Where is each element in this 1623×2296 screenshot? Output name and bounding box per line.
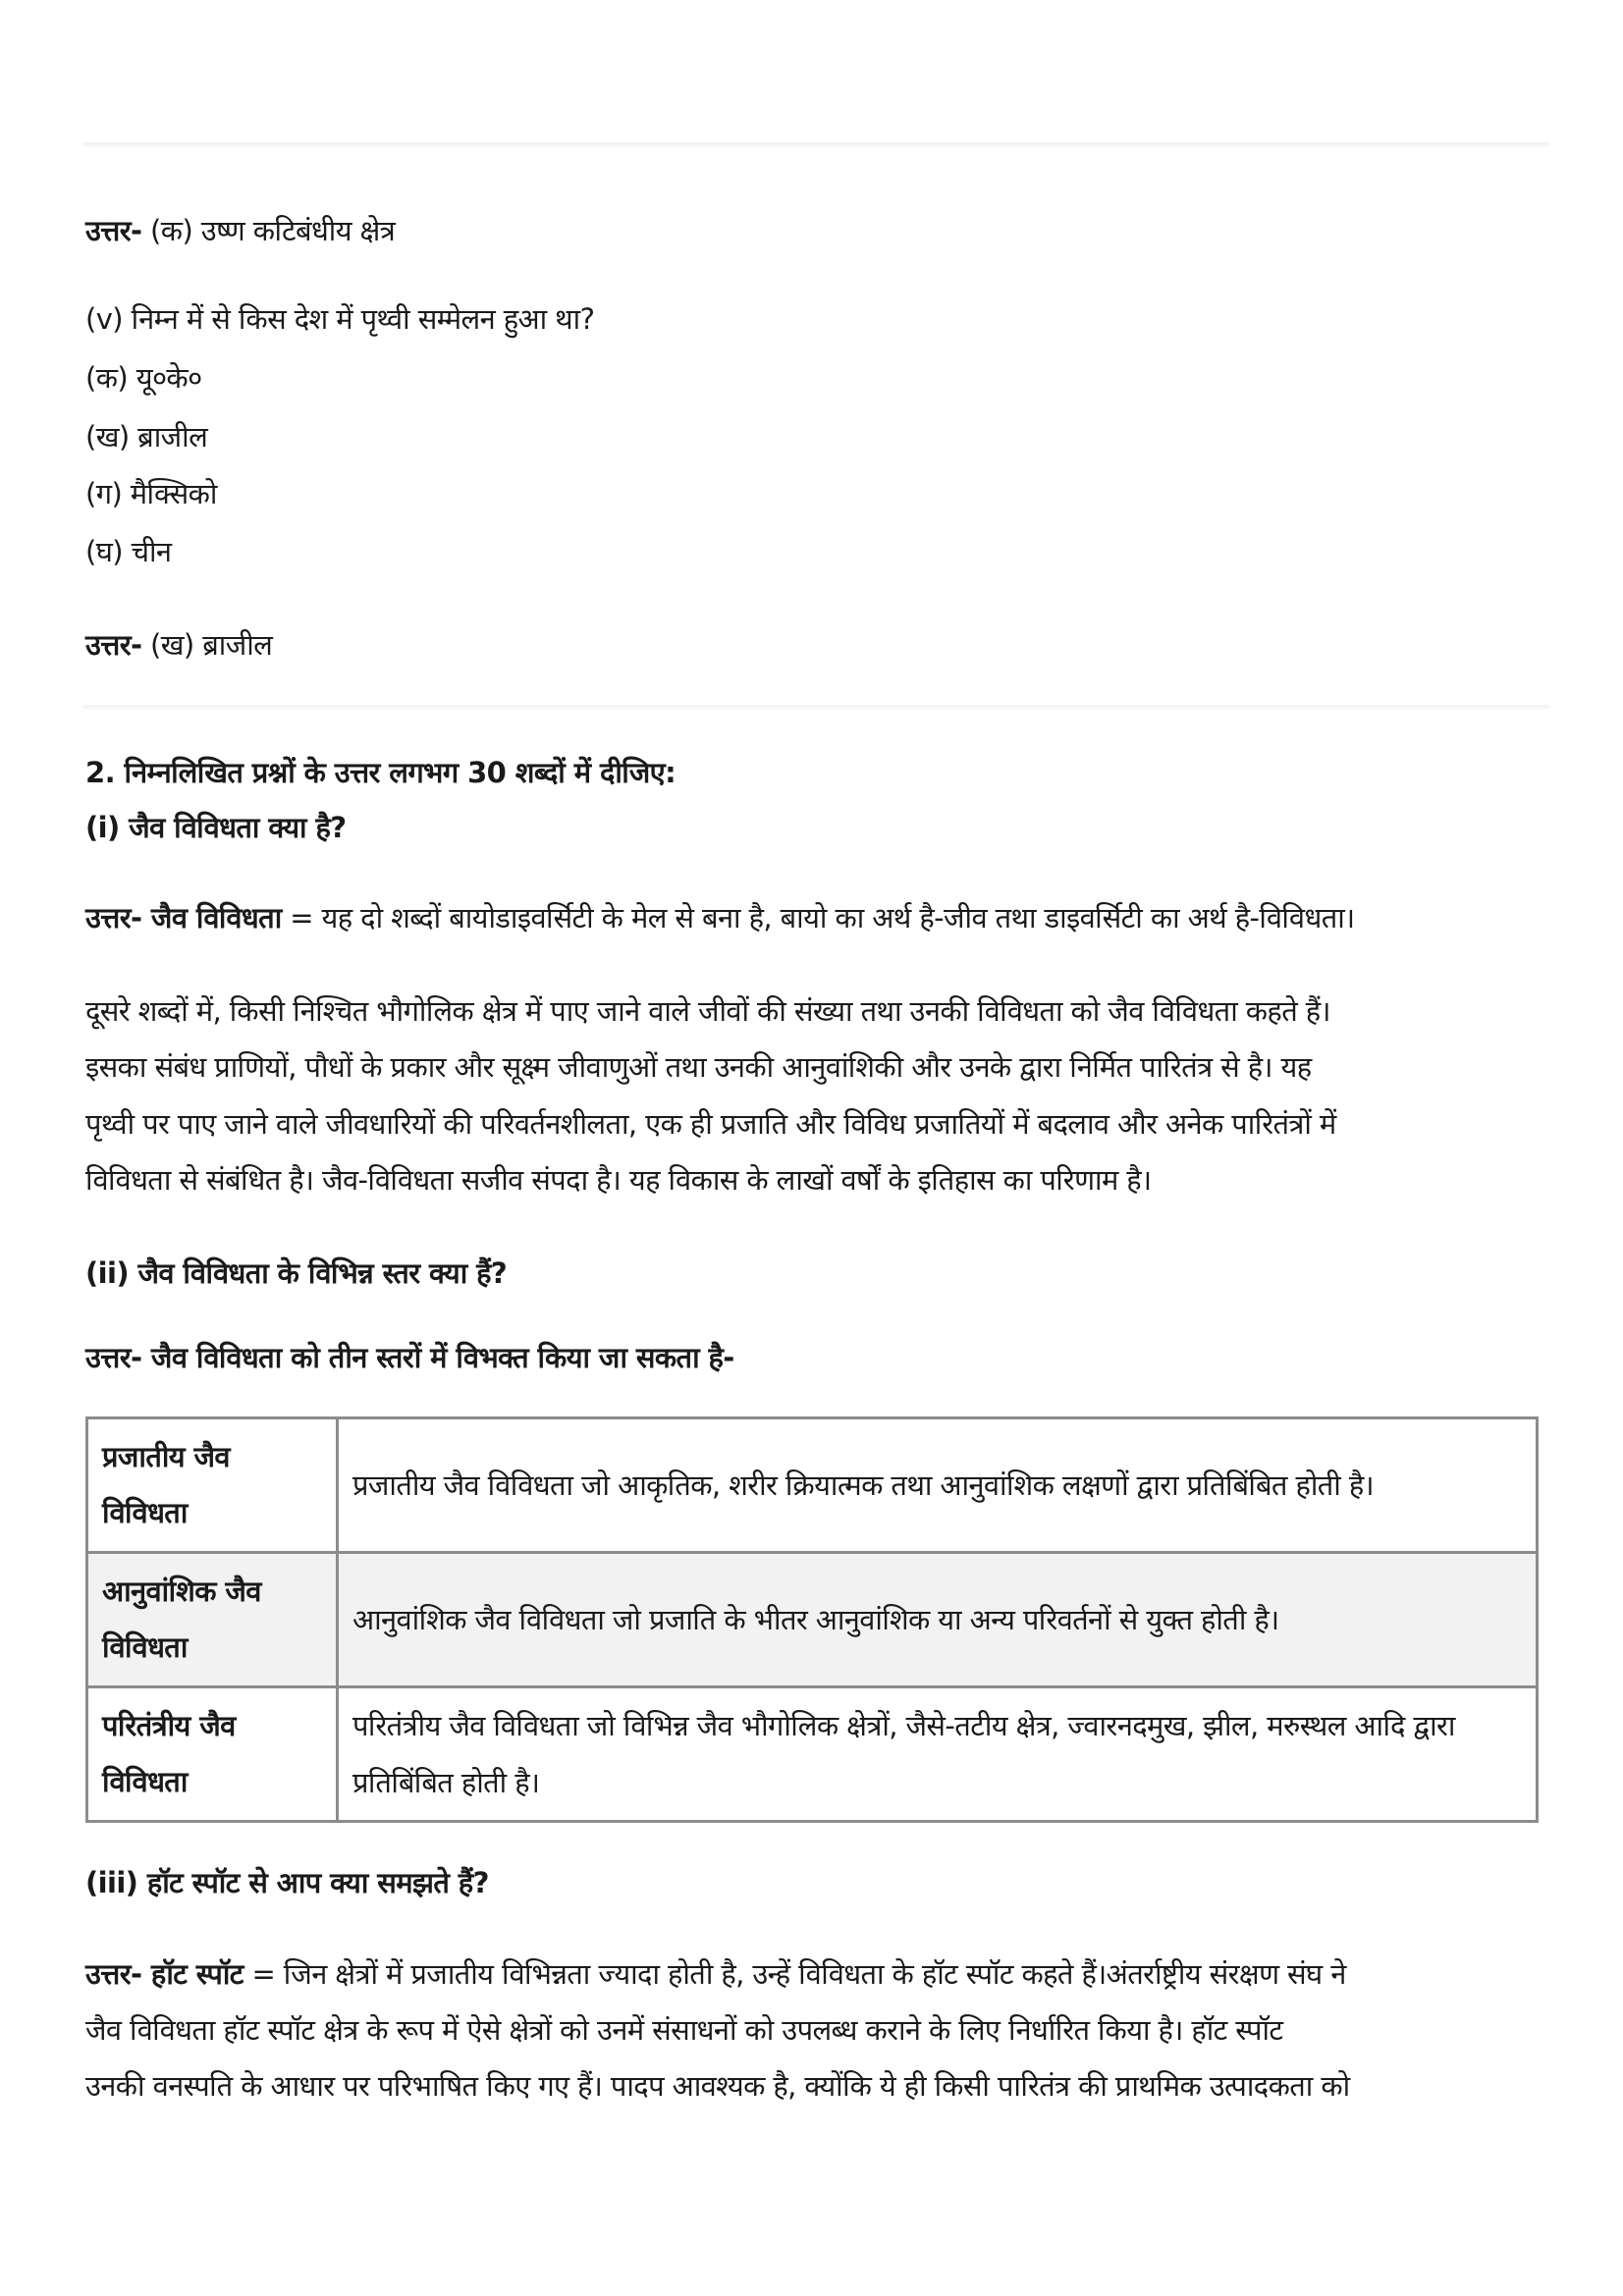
table-term: आनुवांशिक जैव विविधता [87,1553,338,1687]
table-description: प्रजातीय जैव विविधता जो आकृतिक, शरीर क्रियात्मक तथा आनुवांशिक लक्षणों द्वारा प्रतिबिंबित होती है। [338,1418,1538,1553]
answer-label: उत्तर- हॉट स्पॉट [85,1957,243,1991]
section-divider [83,705,1549,710]
answer-text: = जिन क्षेत्रों में प्रजातीय विभिन्नता ज्यादा होती है, उन्हें विविधता के हॉट स्पॉट कहते हैं।अंतर्राष्ट्रीय संरक्षण संघ ने [243,1957,1346,1991]
paragraph-line: इसका संबंध प्राणियों, पौधों के प्रकार और सूक्ष्म जीवाणुओं तथा उनकी आनुवांशिकी और उनके द्वारा निर्मित पारितंत्र से है। यह [85,1050,1312,1084]
q1-iv-answer [85,211,395,250]
answer-label: उत्तर- जैव विविधता [85,901,282,934]
answer-label: उत्तर- [85,628,142,662]
option-kha: (ख) ब्राजील [85,420,208,454]
answer-i [85,898,1355,937]
q1-v-question: (v) निम्न में से किस देश में पृथ्वी सम्मेलन हुआ था? [85,302,595,336]
table-term: परितंत्रीय जैव विविधता [87,1687,338,1822]
answer-label: उत्तर- [85,214,142,247]
table-row [87,1553,1538,1687]
table-row [87,1687,1538,1822]
answer-text: = यह दो शब्दों बायोडाइवर्सिटी के मेल से बना है, बायो का अर्थ है-जीव तथा डाइवर्सिटी का अर्थ है-विविधता। [281,901,1355,934]
answer-ii: उत्तर- जैव विविधता को तीन स्तरों में विभक्त किया जा सकता है- [85,1341,734,1374]
answer-text: (क) उष्ण कटिबंधीय क्षेत्र [141,214,396,247]
answer-text: (ख) ब्राजील [141,628,273,662]
biodiversity-levels-table [85,1416,1539,1823]
question-ii: (ii) जैव विविधता के विभिन्न स्तर क्या हैं? [85,1256,508,1290]
section-divider-top [83,142,1549,147]
table-term: प्रजातीय जैव विविधता [87,1418,338,1553]
table-description: परितंत्रीय जैव विविधता जो विभिन्न जैव भौगोलिक क्षेत्रों, जैसे-तटीय क्षेत्र, ज्वारनदमुख, झील, मरुस्थल आदि द्वारा प्रतिबिंबित होती है। [338,1687,1538,1822]
paragraph-line: पृथ्वी पर पाए जाने वाले जीवधारियों की परिवर्तनशीलता, एक ही प्रजाति और विविध प्रजातियों में बदलाव और अनेक पारितंत्रों में [85,1107,1336,1141]
paragraph-line: विविधता से संबंधित है। जैव-विविधता सजीव संपदा है। यह विकास के लाखों वर्षों के इतिहास का परिणाम है। [85,1163,1152,1197]
question-iii: (iii) हॉट स्पॉट से आप क्या समझते हैं? [85,1866,489,1899]
q1-v-answer [85,625,272,665]
table-description: आनुवांशिक जैव विविधता जो प्रजाति के भीतर आनुवांशिक या अन्य परिवर्तनों से युक्त होती है। [338,1553,1538,1687]
question-i: (i) जैव विविधता क्या है? [85,811,347,844]
option-ka: (क) यू०के० [85,361,202,395]
answer-iii-line [85,1954,1346,1994]
answer-iii-line: जैव विविधता हॉट स्पॉट क्षेत्र के रूप में ऐसे क्षेत्रों को उनमें संसाधनों को उपलब्ध कराने के लिए निर्धारित किया है। हॉट स्पॉट [85,2013,1283,2047]
option-ga: (ग) मैक्सिको [85,477,217,510]
option-gha: (घ) चीन [85,535,172,568]
section2-heading: 2. निम्नलिखित प्रश्नों के उत्तर लगभग 30 शब्दों में दीजिए: [85,756,676,789]
answer-iii-line: उनकी वनस्पति के आधार पर परिभाषित किए गए हैं। पादप आवश्यक है, क्योंकि ये ही किसी पारितंत्र की प्राथमिक उत्पादकता को [85,2069,1350,2103]
paragraph-line: दूसरे शब्दों में, किसी निश्चित भौगोलिक क्षेत्र में पाए जाने वाले जीवों की संख्या तथा उनकी विविधता को जैव विविधता कहते हैं। [85,994,1330,1028]
table-row [87,1418,1538,1553]
